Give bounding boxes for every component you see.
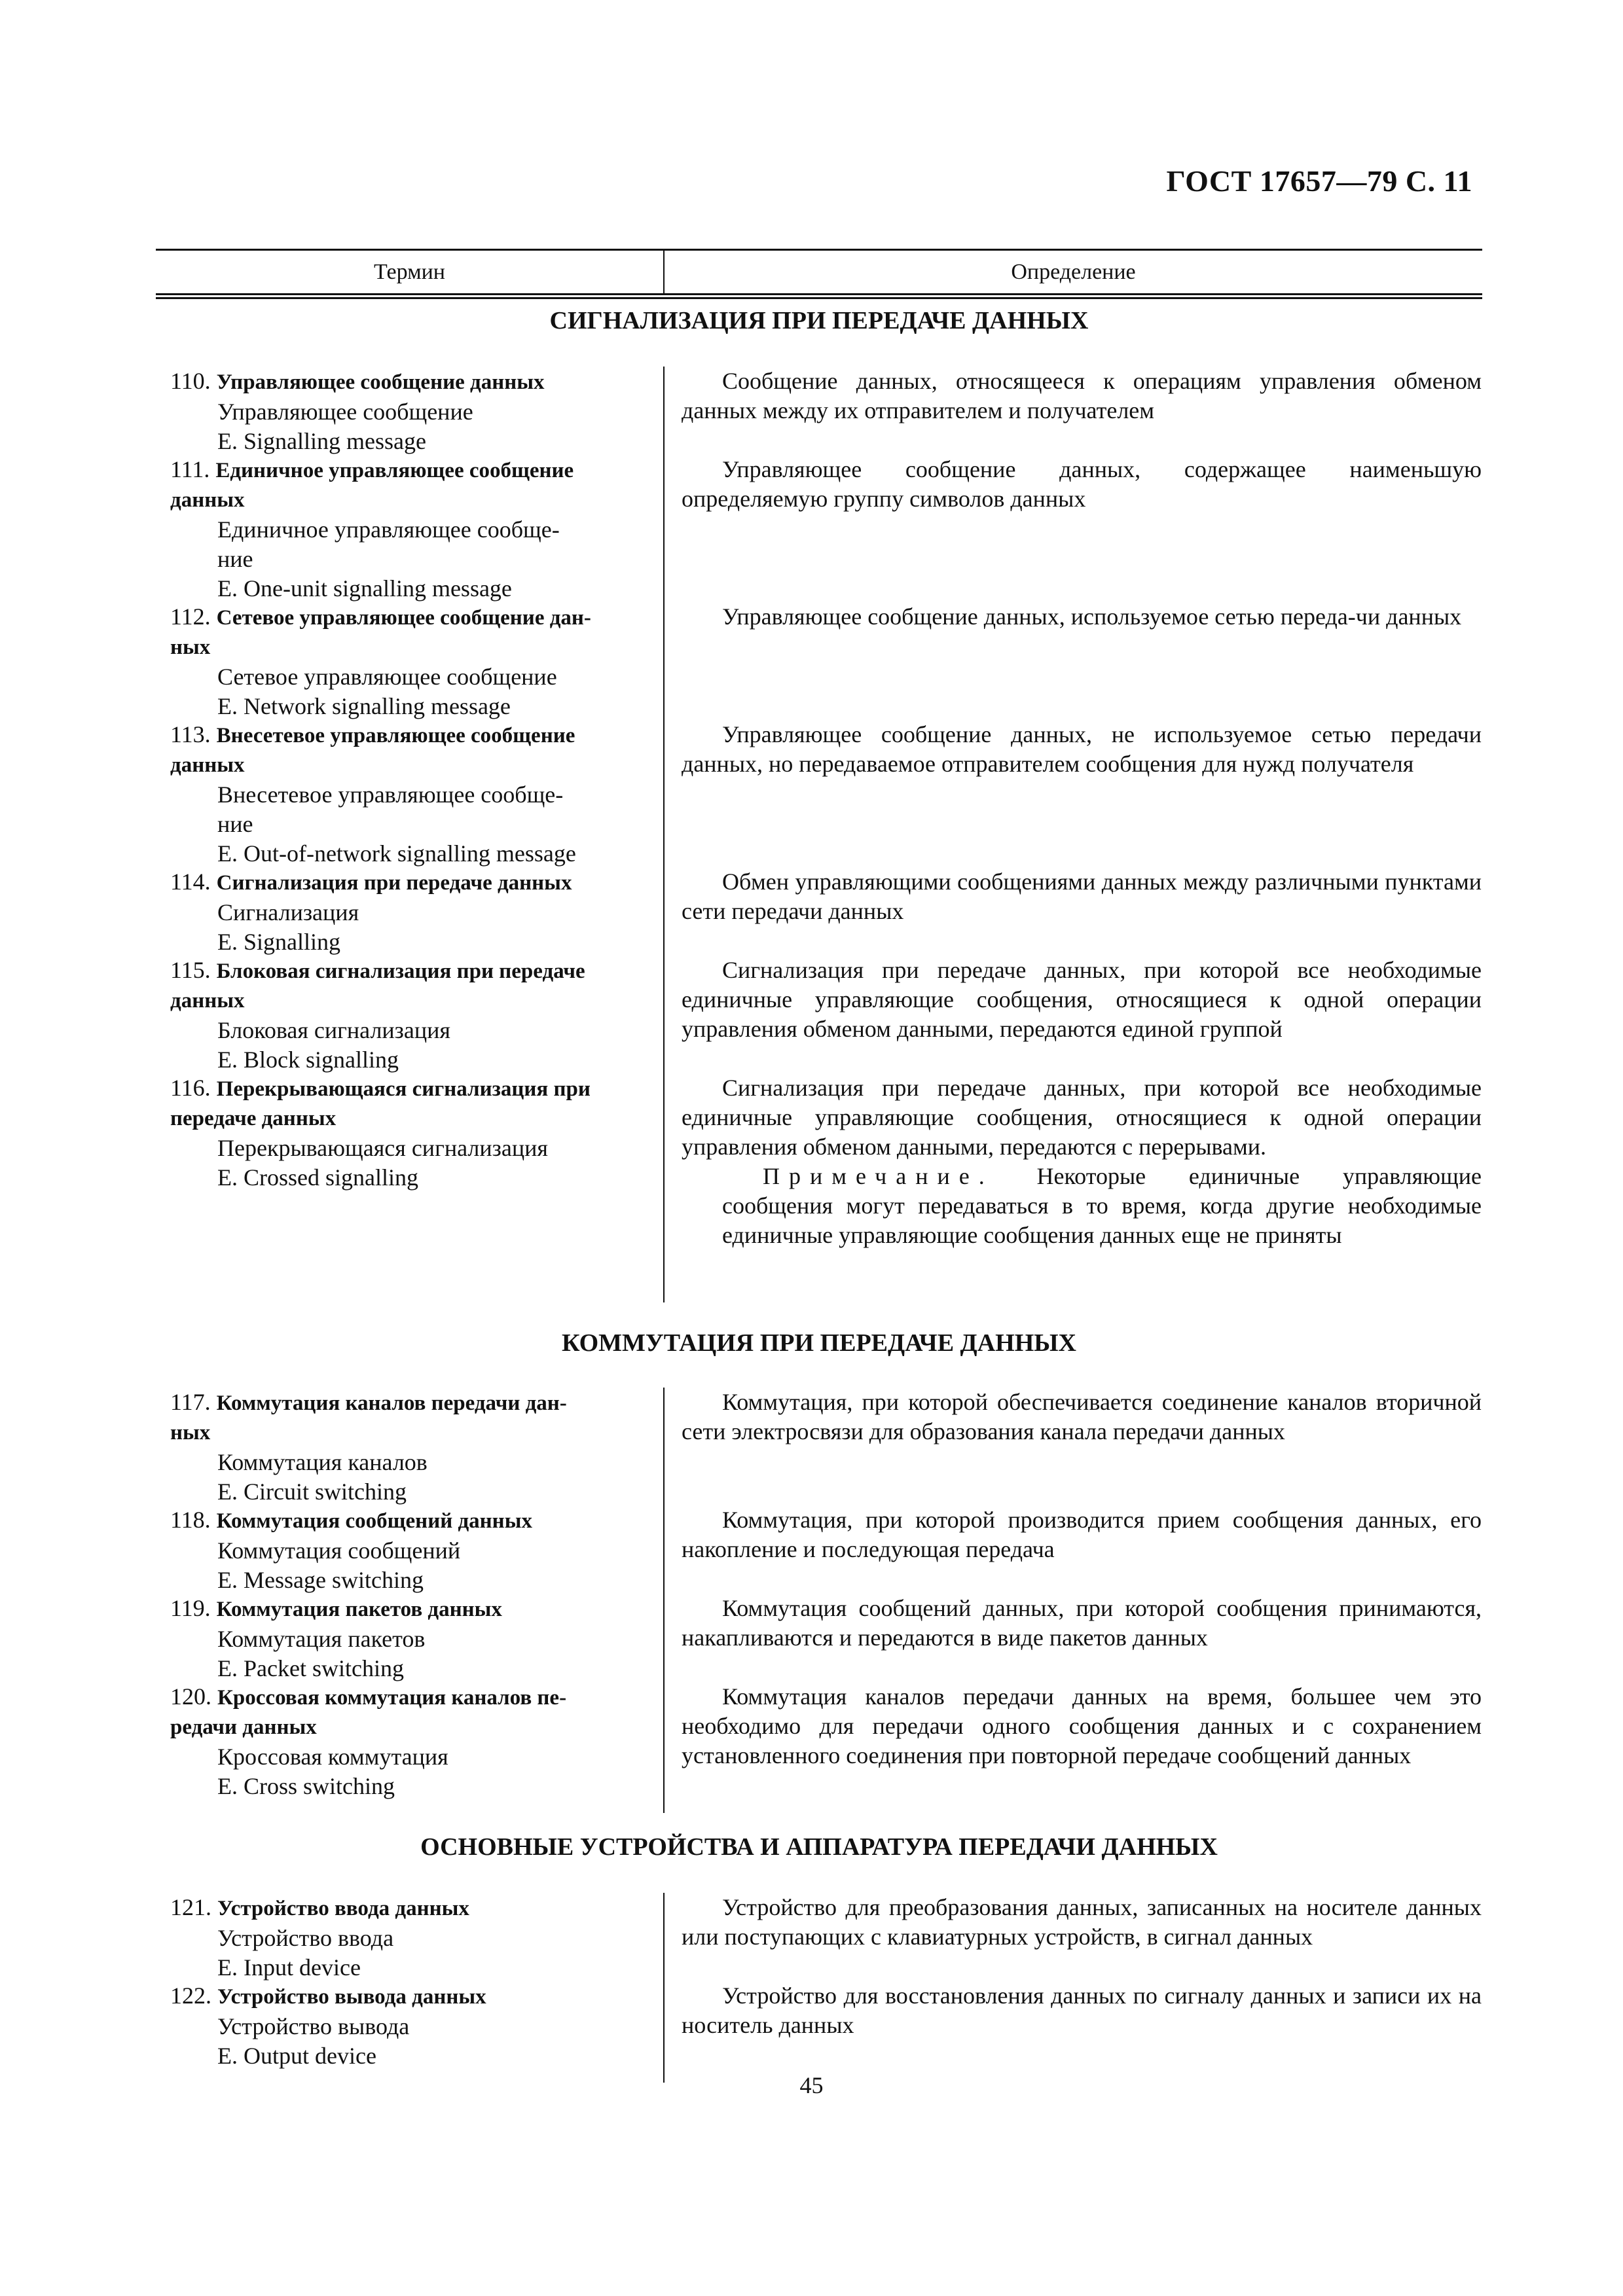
definition-text: Устройство для восстановления данных по сигналу данных и записи их на носитель данных: [682, 1982, 1482, 2038]
terms-block-3: 121. Устройство ввода данных Устройство ввода E. Input device Устройство для преобразования данных, записанных на носителе данных или поступающих с клавиатурных устройств, в сигнал данных 122. Устройство вывода данных Устройство вывода E. Output device Устройство для восстановления данных по сигналу данных и записи их на носитель данных: [156, 1893, 1482, 2083]
note-text: Примечание. Некоторые единичные управляющие сообщения могут передаваться в то время, когда другие необходимые единичные управляющие сообщения данных еще не приняты: [722, 1163, 1482, 1248]
definition-text: Сигнализация при передаче данных, при которой все необходимые единичные управляющие сообщения, относящиеся к одной операции управления обменом данными, передаются единой группой: [682, 957, 1482, 1042]
definition-text: Коммутация каналов передачи данных на время, большее чем это необходимо для передачи одного сообщения данных и с сохранением установленного соединения при повторной передаче сообщений данных: [682, 1683, 1482, 1768]
definition-text: Управляющее сообщение данных, не используемое сетью передачи данных, но передаваемое отправителем сообщения для нужд получателя: [682, 721, 1482, 777]
column-header-definition: Определение: [1011, 260, 1136, 284]
document-header: ГОСТ 17657—79 С. 11: [1166, 164, 1472, 198]
terms-block-1: 110. Управляющее сообщение данных Управляющее сообщение E. Signalling message Сообщение данных, относящееся к операциям управления обменом данных между их отправителем и получателем 111. Единичное управляющее сообщение данных Единичное управляющее сообще- ние E. One-unit signalling message Управляющее сообщение данных, содержащее наименьшую определяемую группу символов данных 112. Сетевое управляющее сообщение дан- ных Сетевое управляющее сообщение E. Network signalling message Управляющее сообщение данных, используемое сетью переда-чи данных 113. Внесетевое управляющее сообщение данных Внесетевое управляющее сообще- ние E. Out-of-network signalling message Управляющее сообщение данных, не используемое сетью передачи данных, но передаваемое отправителем сообщения для нужд получателя 114. Сигнализация при передаче данных Сигнализация E. Signalling Обмен управляющими сообщениями данных между различными пунктами сети передачи данных 115. Блоковая сигнализация при передаче данных Блоковая сигнализация E. Block signalling Сигнализация при передаче данных, при которой все необходимые единичные управляющие сообщения, относящиеся к одной операции управления обменом данными, передаются единой группой 116. Перекрывающаяся сигнализация при передаче данных Перекрывающаяся сигнализация E. Crossed signalling Сигнализация при передаче данных, при которой все необходимые единичные управляющие сообщения, относящиеся к одной операции управления обменом данными, передаются с перерывами. Примечание. Некоторые единичные управляющие сообщения могут передаваться в то время, когда другие необходимые единичные управляющие сообщения данных еще не приняты: [156, 367, 1482, 1302]
section-title: СИГНАЛИЗАЦИЯ ПРИ ПЕРЕДАЧЕ ДАННЫХ: [549, 307, 1089, 334]
definition-text: Коммутация, при которой производится прием сообщения данных, его накопление и последующая передача: [682, 1507, 1482, 1562]
page-number: 45: [799, 2072, 824, 2098]
definition-text: Обмен управляющими сообщениями данных между различными пунктами сети передачи данных: [682, 869, 1482, 924]
table-header: [156, 249, 1482, 294]
terms-block-2: 117. Коммутация каналов передачи дан- ных Коммутация каналов E. Circuit switching Коммутация, при которой обеспечивается соединение каналов вторичной сети электросвязи для образования канала передачи данных 118. Коммутация сообщений данных Коммутация сообщений E. Message switching Коммутация, при которой производится прием сообщения данных, его накопление и последующая передача 119. Коммутация пакетов данных Коммутация пакетов E. Packet switching Коммутация сообщений данных, при которой сообщения принимаются, накапливаются и передаются в виде пакетов данных 120. Кроссовая коммутация каналов пе- редачи данных Кроссовая коммутация E. Cross switching Коммутация каналов передачи данных на время, большее чем это необходимо для передачи одного сообщения данных и с сохранением установленного соединения при повторной передаче сообщений данных: [156, 1388, 1482, 1813]
definition-text: Устройство для преобразования данных, записанных на носителе данных или поступающих с клавиатурных устройств, в сигнал данных: [682, 1894, 1482, 1950]
definition-text: Сообщение данных, относящееся к операциям управления обменом данных между их отправителем и получателем: [682, 368, 1482, 423]
section-title: КОММУТАЦИЯ ПРИ ПЕРЕДАЧЕ ДАННЫХ: [561, 1329, 1077, 1357]
column-header-term: Термин: [156, 251, 665, 294]
definition-text: Управляющее сообщение данных, используемое сетью переда-чи данных: [722, 603, 1462, 630]
definition-text: Коммутация сообщений данных, при которой сообщения принимаются, накапливаются и передаются в виде пакетов данных: [682, 1595, 1482, 1651]
definition-text: Управляющее сообщение данных, содержащее наименьшую определяемую группу символов данных: [682, 456, 1482, 512]
section-title: ОСНОВНЫЕ УСТРОЙСТВА И АППАРАТУРА ПЕРЕДАЧИ ДАННЫХ: [420, 1833, 1218, 1861]
note-label: Примечание.: [763, 1163, 994, 1189]
definition-text: Коммутация, при которой обеспечивается соединение каналов вторичной сети электросвязи для образования канала передачи данных: [682, 1389, 1482, 1444]
definition-text: Сигнализация при передаче данных, при которой все необходимые единичные управляющие сообщения, относящиеся к одной операции управления обменом данными, передаются с перерывами.: [682, 1075, 1482, 1160]
